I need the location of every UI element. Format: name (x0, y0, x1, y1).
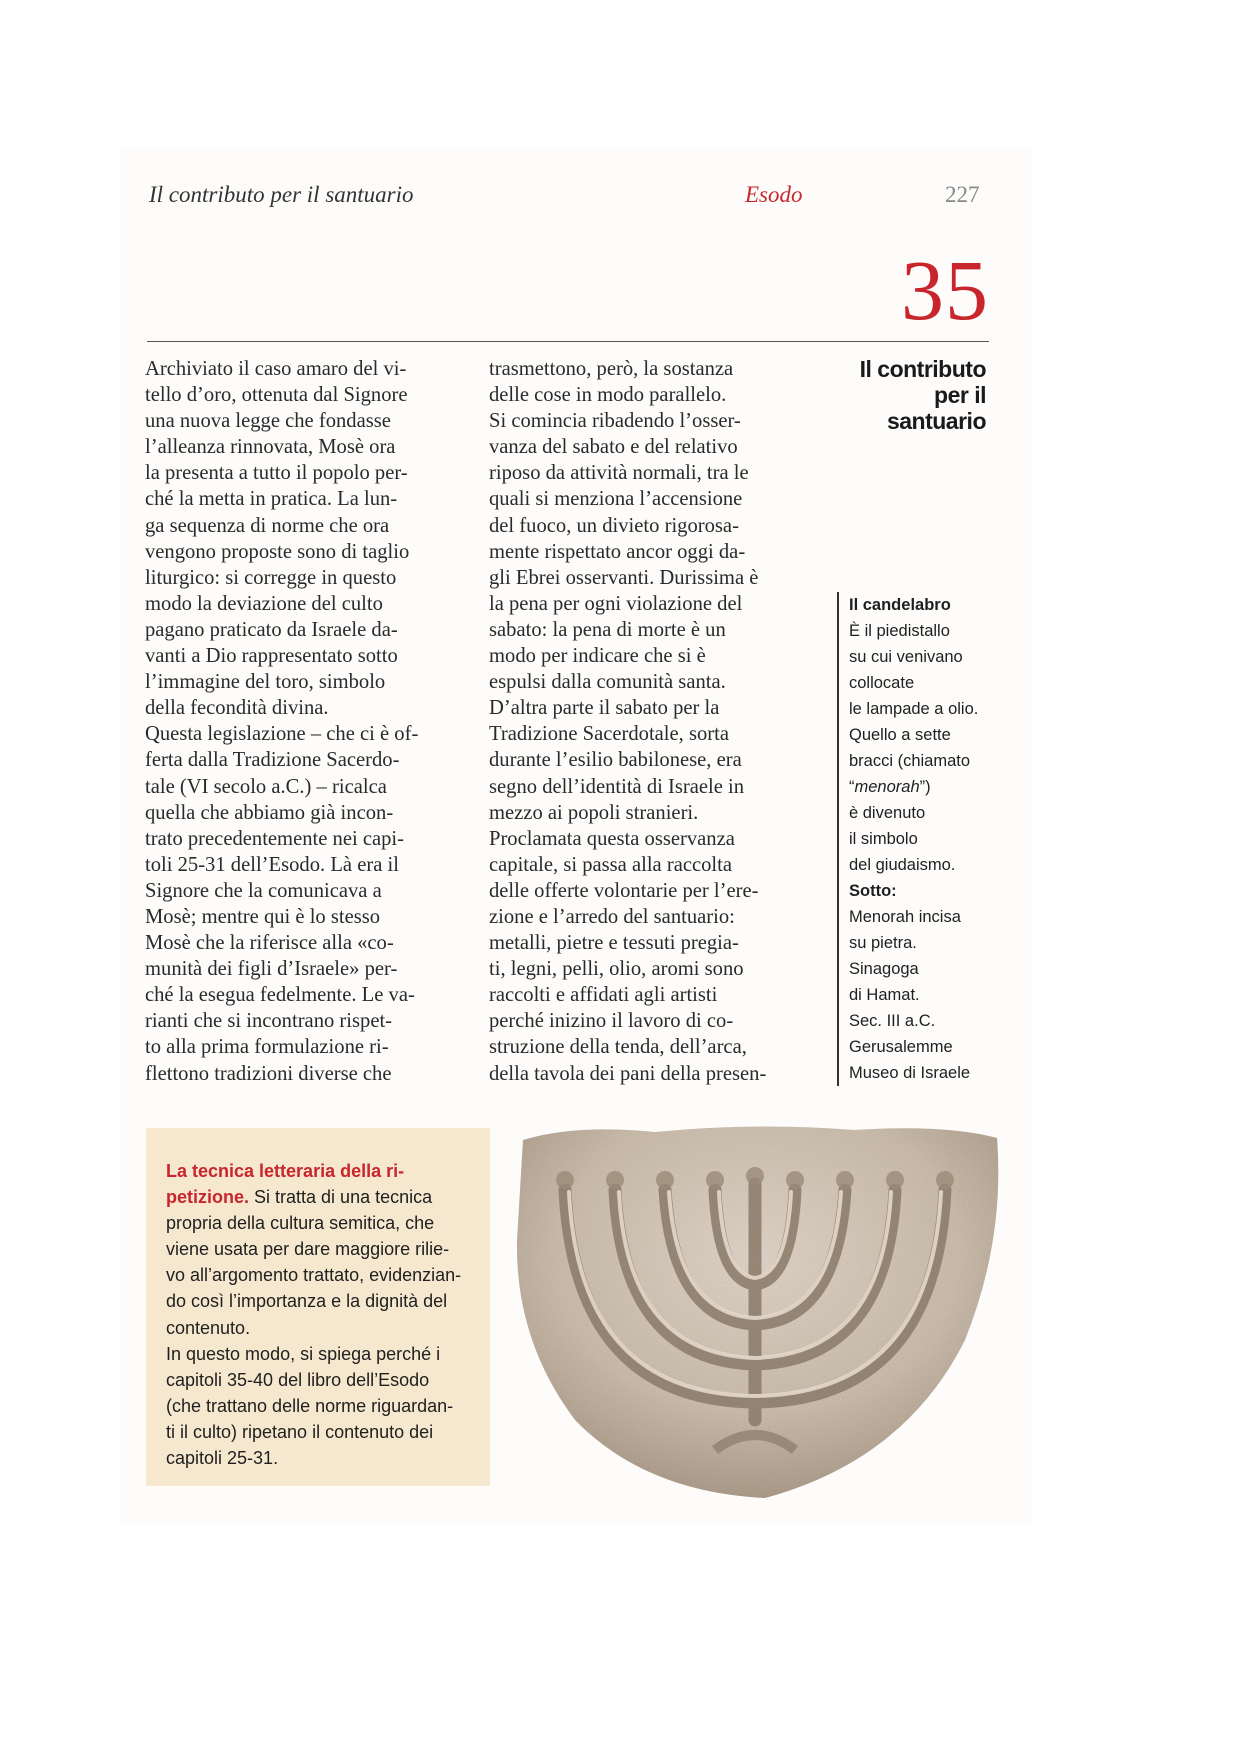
caption-line: su cui venivano (849, 648, 963, 666)
caption-line: È il piedistallo (849, 622, 950, 640)
chapter-heading: Il contributo per il santuario (859, 356, 986, 434)
box-paragraph-2: In questo modo, si spiega perché i capitoli 35-40 del libro dell’Esodo (che trattano delle norme riguardan- ti il culto) ripetano il contenuto dei capitoli 25-31. (166, 1343, 454, 1469)
chapter-number: 35 (901, 242, 989, 338)
caption-line: del giudaismo. (849, 856, 956, 874)
caption-quote-close: ”) (919, 778, 931, 796)
caption-quote-open: “ (849, 778, 855, 796)
book-name: Esodo (745, 182, 803, 207)
header-divider (147, 341, 989, 342)
caption-title: Il candelabro (849, 596, 951, 614)
caption-line: Quello a sette (849, 726, 951, 744)
page-number: 227 (945, 182, 980, 207)
caption-line: Gerusalemme (849, 1038, 953, 1056)
caption-line: Sec. III a.C. (849, 1012, 936, 1030)
sidebar-box (146, 1128, 490, 1486)
caption-line: bracci (chiamato (849, 752, 971, 770)
caption-label: Sotto: (849, 882, 897, 900)
caption-line (849, 774, 1009, 800)
caption-line: su pietra. (849, 934, 917, 952)
caption-line: di Hamat. (849, 986, 920, 1004)
caption-line: Menorah incisa (849, 908, 961, 926)
box-paragraph-1 (166, 1158, 468, 1341)
caption-line: il simbolo (849, 830, 918, 848)
box-title: La tecnica letteraria della ri- petizione. (166, 1161, 405, 1208)
body-column-2: trasmettono, però, la sostanza delle cose in modo parallelo. Si comincia ribadendo l’osser- vanza del sabato e del relativo riposo da attività normali, tra le quali si menziona l’accensione del fuoco, un divieto rigorosa- mente rispettato ancor oggi da- gli Ebrei osservanti. Durissima è la pena per ogni violazione del sabato: la pena di morte è un modo per indicare che si è espulsi dalla comunità santa. D’altra parte il sabato per la Tradizione Sacerdotale, sorta durante l’esilio babilonese, era segno dell’identità di Israele in mezzo ai popoli stranieri. Proclamata questa osservanza capitale, si passa alla raccolta delle offerte volontarie per l’ere- zione e l’arredo del santuario: metalli, pietre e tessuti pregia- ti, legni, pelli, olio, aromi sono raccolti e affidati agli artisti perché inizino il lavoro di co- struzione della tenda, dell’arca, della tavola dei pani della presen- (489, 358, 767, 1085)
caption-line: collocate (849, 674, 915, 692)
menorah-stone-photo (505, 1120, 1005, 1510)
box-text-1: Si tratta di una tecnica propria della cultura semitica, che viene usata per dare maggiore rilie- vo all’argomento trattato, evidenzian- do così l’importanza e la dignità del contenuto. (166, 1187, 462, 1338)
caption-line: le lampade a olio. (849, 700, 979, 718)
caption-line: Museo di Israele (849, 1064, 971, 1082)
image-caption (837, 592, 1009, 1086)
caption-line: Sinagoga (849, 960, 919, 978)
running-title: Il contributo per il santuario (149, 182, 414, 207)
caption-term: menorah (854, 778, 920, 796)
caption-line: è divenuto (849, 804, 926, 822)
body-column-1: Archiviato il caso amaro del vi- tello d’oro, ottenuta dal Signore una nuova legge che fondasse l’alleanza rinnovata, Mosè ora la presenta a tutto il popolo per- ché la metta in pratica. La lun- ga sequenza di norme che ora vengono proposte sono di taglio liturgico: si corregge in questo modo la deviazione del culto pagano praticato da Israele da- vanti a Dio rappresentato sotto l’immagine del toro, simbolo della fecondità divina. Questa legislazione – che ci è of- ferta dalla Tradizione Sacerdo- tale (VI secolo a.C.) – ricalca quella che abbiamo già incon- trato precedentemente nei capi- toli 25-31 dell’Esodo. Là era il Signore che la comunicava a Mosè; mentre qui è lo stesso Mosè che la riferisce alla «co- munità dei figli d’Israele» per- ché la esegua fedelmente. Le va- rianti che si incontrano rispet- to alla prima formulazione ri- flettono tradizioni diverse che (145, 358, 419, 1085)
